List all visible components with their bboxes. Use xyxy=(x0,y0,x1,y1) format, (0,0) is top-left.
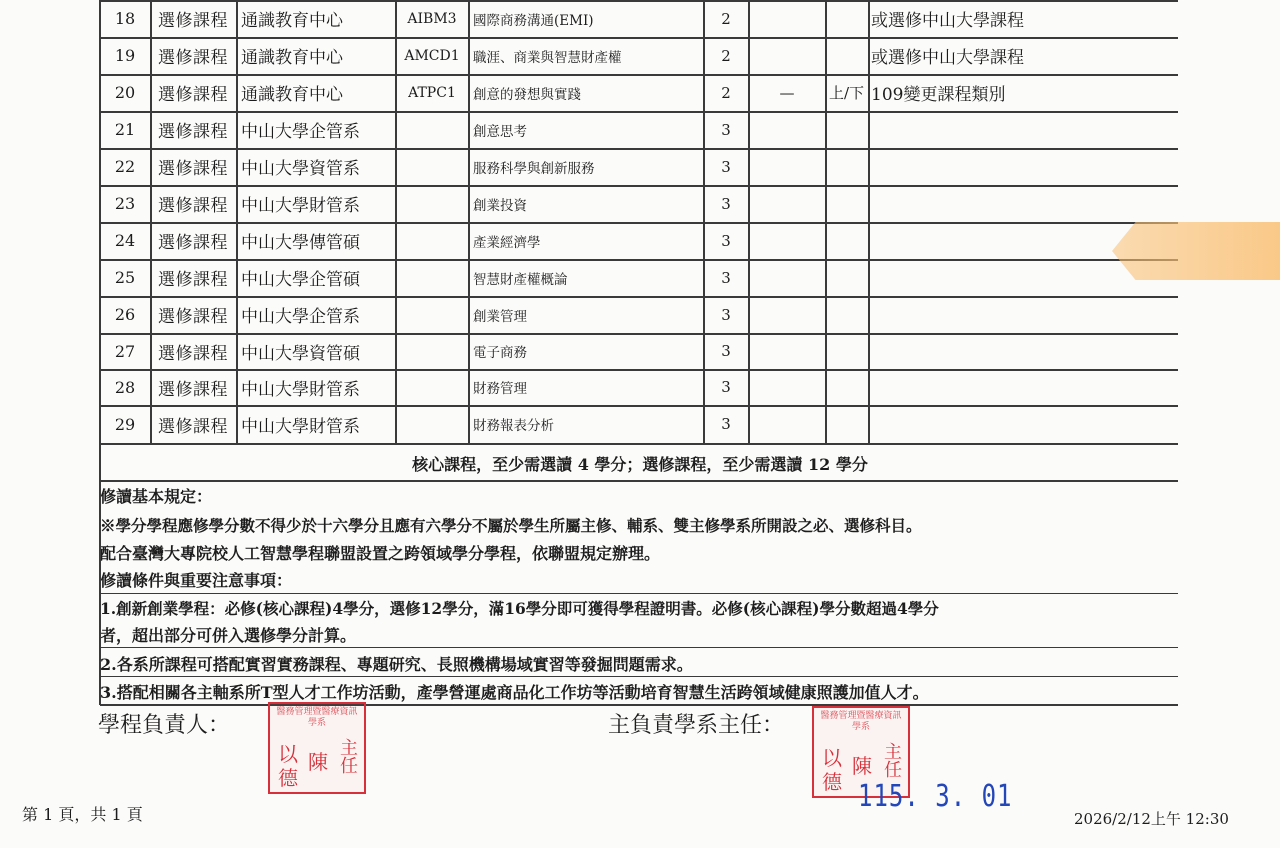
course-type: 選修課程 xyxy=(158,48,228,68)
extra-mark xyxy=(749,333,825,369)
course-name: 產業經濟學 xyxy=(473,234,541,251)
course-code xyxy=(396,111,468,148)
basic-rules-heading: 修讀基本規定： xyxy=(100,487,213,506)
semester xyxy=(825,0,868,37)
course-name: 創業投資 xyxy=(473,197,527,214)
offering-department: 通識教育中心 xyxy=(241,85,343,105)
remark xyxy=(869,111,1181,148)
row-number: 28 xyxy=(114,377,136,397)
offering-department: 中山大學資管碩 xyxy=(241,343,360,364)
credits: 2 xyxy=(721,9,731,28)
note-3: 3.搭配相關各主軸系所T型人才工作坊活動，產學營運處商品化工作坊等活動培育智慧生活跨領域健康照護加值人才。 xyxy=(100,683,929,702)
course-name: 財務報表分析 xyxy=(473,418,554,434)
page-number: 第 1 頁，共 1 頁 xyxy=(22,805,143,824)
offering-department: 中山大學財管系 xyxy=(241,416,360,437)
row-number: 21 xyxy=(114,120,136,139)
row-number: 18 xyxy=(114,9,136,28)
remark xyxy=(869,185,1181,222)
course-code xyxy=(396,148,468,185)
row-number: 29 xyxy=(114,414,136,434)
row-number: 19 xyxy=(114,46,136,65)
row-number: 24 xyxy=(114,231,136,250)
remark: 或選修中山大學課程 xyxy=(871,11,1024,31)
credits: 3 xyxy=(721,157,731,176)
credits: 2 xyxy=(721,83,731,102)
course-type: 選修課程 xyxy=(158,11,228,31)
semester xyxy=(825,333,868,369)
extra-mark xyxy=(749,37,825,74)
course-type: 選修課程 xyxy=(158,159,228,179)
extra-mark xyxy=(749,369,825,405)
row-number: 23 xyxy=(114,194,136,213)
program-head-seal: 醫務管理暨醫療資訊學系 以 德 陳 主任 xyxy=(268,702,366,794)
dept-chair-seal: 醫務管理暨醫療資訊學系 以 德 陳 主任 xyxy=(812,706,910,798)
remark: 或選修中山大學課程 xyxy=(871,48,1024,68)
course-code xyxy=(396,405,468,443)
course-code: AMCD1 xyxy=(404,47,460,64)
extra-mark xyxy=(749,148,825,185)
remark: 109變更課程類別 xyxy=(871,85,1006,105)
note-2: 2.各系所課程可搭配實習實務課程、專題研究、長照機構場域實習等發掘問題需求。 xyxy=(100,655,693,674)
extra-mark xyxy=(749,185,825,222)
course-type: 選修課程 xyxy=(158,233,228,253)
credit-summary: 核心課程，至少需選讀 4 學分；選修課程，至少需選讀 12 學分 xyxy=(412,454,868,474)
semester: 上/下 xyxy=(828,84,865,102)
course-code xyxy=(396,296,468,333)
course-type: 選修課程 xyxy=(158,416,228,437)
course-name: 國際商務溝通(EMI) xyxy=(473,12,594,29)
credits: 2 xyxy=(721,46,731,65)
course-name: 創意思考 xyxy=(473,123,527,140)
credits: 3 xyxy=(721,305,731,324)
basic-rule-line-2: 配合臺灣大專院校人工智慧學程聯盟設置之跨領域學分學程，依聯盟規定辦理。 xyxy=(100,544,661,563)
note-1-line-1: 1.創新創業學程：必修(核心課程)4學分，選修12學分，滿16學分即可獲得學程證明書。必修(核心課程)學分數超過4學分 xyxy=(100,599,939,618)
course-name: 創意的發想與實踐 xyxy=(473,86,581,103)
course-name: 電子商務 xyxy=(473,345,527,361)
course-name: 創業管理 xyxy=(473,308,527,325)
semester xyxy=(825,148,868,185)
semester xyxy=(825,369,868,405)
extra-mark xyxy=(749,111,825,148)
remark xyxy=(869,296,1181,333)
row-number: 25 xyxy=(114,268,136,287)
notes-heading: 修讀條件與重要注意事項： xyxy=(100,571,293,590)
course-code xyxy=(396,369,468,405)
extra-mark xyxy=(749,296,825,333)
semester xyxy=(825,296,868,333)
course-code xyxy=(396,185,468,222)
extra-mark xyxy=(749,259,825,296)
course-name: 服務科學與創新服務 xyxy=(473,160,595,177)
course-code xyxy=(396,333,468,369)
date-stamp: 115. 3. 01 xyxy=(858,778,1013,814)
note-1-line-2: 者，超出部分可併入選修學分計算。 xyxy=(100,626,357,645)
semester xyxy=(825,259,868,296)
course-type: 選修課程 xyxy=(158,270,228,290)
course-code: ATPC1 xyxy=(408,84,456,101)
dept-chair-label: 主負責學系主任： xyxy=(608,713,785,738)
row-number: 27 xyxy=(114,341,136,361)
offering-department: 通識教育中心 xyxy=(241,11,343,31)
credits: 3 xyxy=(721,342,731,360)
offering-department: 中山大學企管系 xyxy=(241,307,360,327)
remark xyxy=(869,333,1181,369)
row-number: 22 xyxy=(114,157,136,176)
course-name: 財務管理 xyxy=(473,381,527,397)
course-type: 選修課程 xyxy=(158,122,228,142)
course-code: AIBM3 xyxy=(407,10,457,27)
course-code xyxy=(396,222,468,259)
course-type: 選修課程 xyxy=(158,307,228,327)
semester xyxy=(825,37,868,74)
remark xyxy=(869,405,1181,443)
course-name: 職涯、商業與智慧財產權 xyxy=(473,49,622,66)
offering-department: 中山大學財管系 xyxy=(241,196,360,216)
credits: 3 xyxy=(721,268,731,287)
row-number: 20 xyxy=(114,83,136,102)
offering-department: 通識教育中心 xyxy=(241,48,343,68)
row-number: 26 xyxy=(114,305,136,324)
remark xyxy=(869,148,1181,185)
semester xyxy=(825,405,868,443)
semester xyxy=(825,185,868,222)
course-name: 智慧財產權概論 xyxy=(473,271,568,288)
credits: 3 xyxy=(721,231,731,250)
course-type: 選修課程 xyxy=(158,85,228,105)
offering-department: 中山大學財管系 xyxy=(241,379,360,400)
program-head-label: 學程負責人： xyxy=(98,713,231,738)
offering-department: 中山大學企管碩 xyxy=(241,270,360,290)
semester xyxy=(825,111,868,148)
extra-mark: — xyxy=(779,83,795,102)
remark xyxy=(869,369,1181,405)
course-code xyxy=(396,259,468,296)
offering-department: 中山大學傳管碩 xyxy=(241,233,360,253)
extra-mark xyxy=(749,0,825,37)
basic-rule-line-1: ※學分學程應修學分數不得少於十六學分且應有六學分不屬於學生所屬主修、輔系、雙主修學系所開設之必、選修科目。 xyxy=(100,516,922,535)
credits: 3 xyxy=(721,415,731,433)
highlight-marker xyxy=(1112,222,1280,280)
credits: 3 xyxy=(721,194,731,213)
offering-department: 中山大學企管系 xyxy=(241,122,360,142)
print-timestamp: 2026/2/12上午 12:30 xyxy=(1074,810,1229,828)
course-type: 選修課程 xyxy=(158,379,228,400)
course-type: 選修課程 xyxy=(158,196,228,216)
credits: 3 xyxy=(721,378,731,396)
credits: 3 xyxy=(721,120,731,139)
course-type: 選修課程 xyxy=(158,343,228,364)
offering-department: 中山大學資管系 xyxy=(241,159,360,179)
semester xyxy=(825,222,868,259)
extra-mark xyxy=(749,405,825,443)
extra-mark xyxy=(749,222,825,259)
